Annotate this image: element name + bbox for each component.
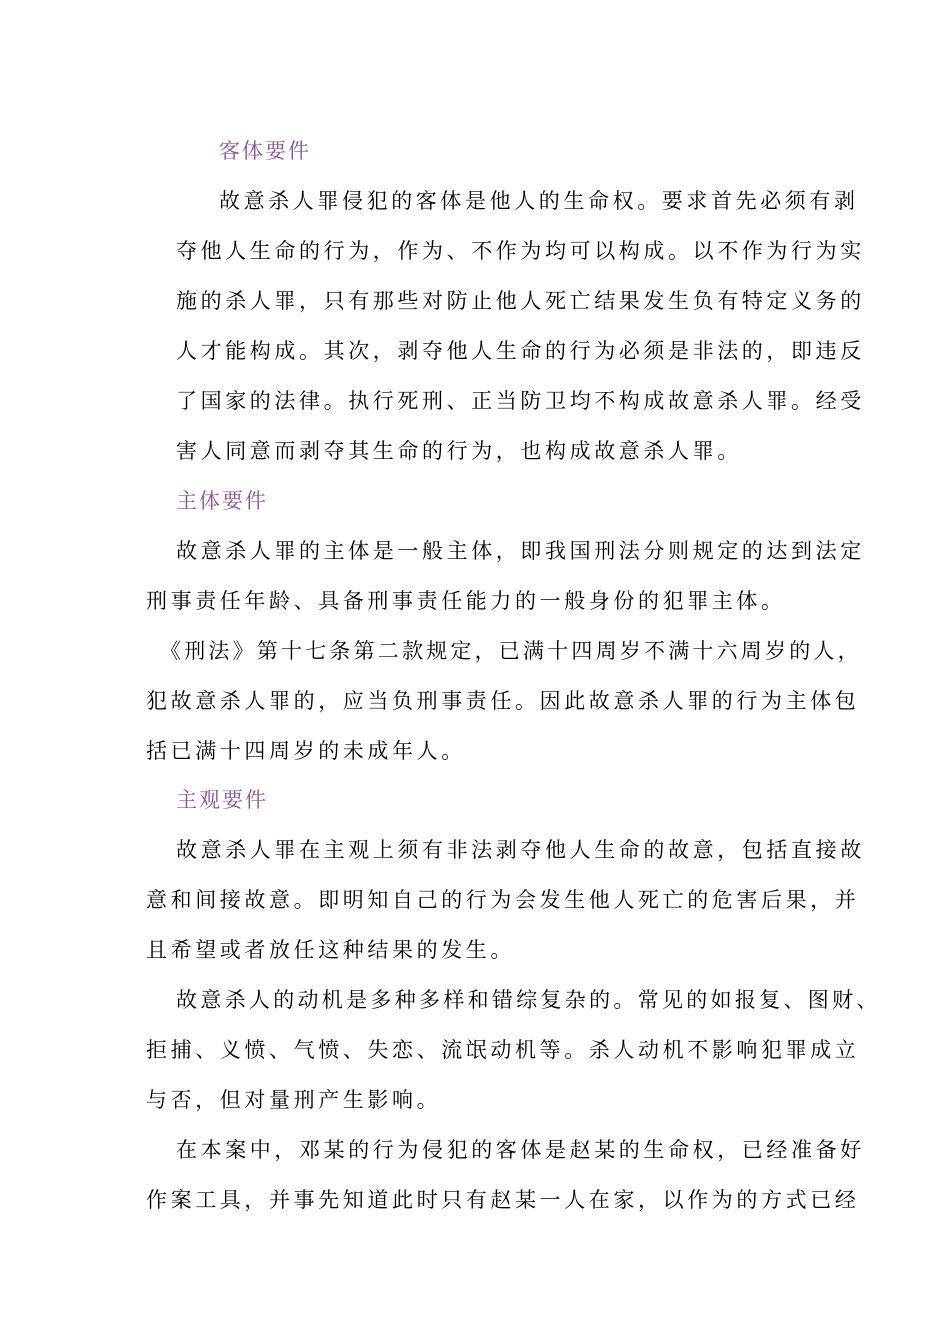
paragraph-line: 夺他人生命的行为，作为、不作为均可以构成。以不作为行为实 [176,239,865,263]
paragraph-line: 故意杀人的动机是多种多样和错综复杂的。常见的如报复、图财、 [176,988,881,1012]
paragraph-line: 拒捕、义愤、气愤、失恋、流氓动机等。杀人动机不影响犯罪成立 [146,1038,860,1062]
paragraph-line: 犯故意杀人罪的，应当负刑事责任。因此故意杀人罪的行为主体包 [146,689,860,713]
paragraph-line: 且希望或者放任这种结果的发生。 [146,938,515,962]
paragraph-line: 故意杀人罪的主体是一般主体，即我国刑法分则规定的达到法定 [176,539,865,563]
paragraph-line: 人才能构成。其次，剥夺他人生命的行为必须是非法的，即违反 [176,339,865,363]
paragraph-line: 意和间接故意。即明知自己的行为会发生他人死亡的危害后果，并 [146,888,860,912]
heading-subject: 主体要件 [176,489,268,513]
paragraph-line: 在本案中，邓某的行为侵犯的客体是赵某的生命权，已经准备好 [176,1138,865,1162]
heading-object: 客体要件 [219,139,311,163]
paragraph-line: 故意杀人罪在主观上须有非法剥夺他人生命的故意，包括直接故 [176,838,865,862]
paragraph-line: 故意杀人罪侵犯的客体是他人的生命权。要求首先必须有剥 [219,189,859,213]
paragraph-line: 了国家的法律。执行死刑、正当防卫均不构成故意杀人罪。经受 [176,389,865,413]
paragraph-line: 作案工具，并事先知道此时只有赵某一人在家，以作为的方式已经 [146,1188,860,1212]
paragraph-line: 害人同意而剥夺其生命的行为，也构成故意杀人罪。 [176,439,742,463]
paragraph-line: 《刑法》第十七条第二款规定，已满十四周岁不满十六周岁的人， [160,639,862,663]
paragraph-line: 刑事责任年龄、具备刑事责任能力的一般身份的犯罪主体。 [146,589,786,613]
paragraph-line: 施的杀人罪，只有那些对防止他人死亡结果发生负有特定义务的 [176,289,865,313]
heading-subjective: 主观要件 [176,788,268,812]
paragraph-line: 括已满十四周岁的未成年人。 [146,739,466,763]
paragraph-line: 与否，但对量刑产生影响。 [146,1088,442,1112]
